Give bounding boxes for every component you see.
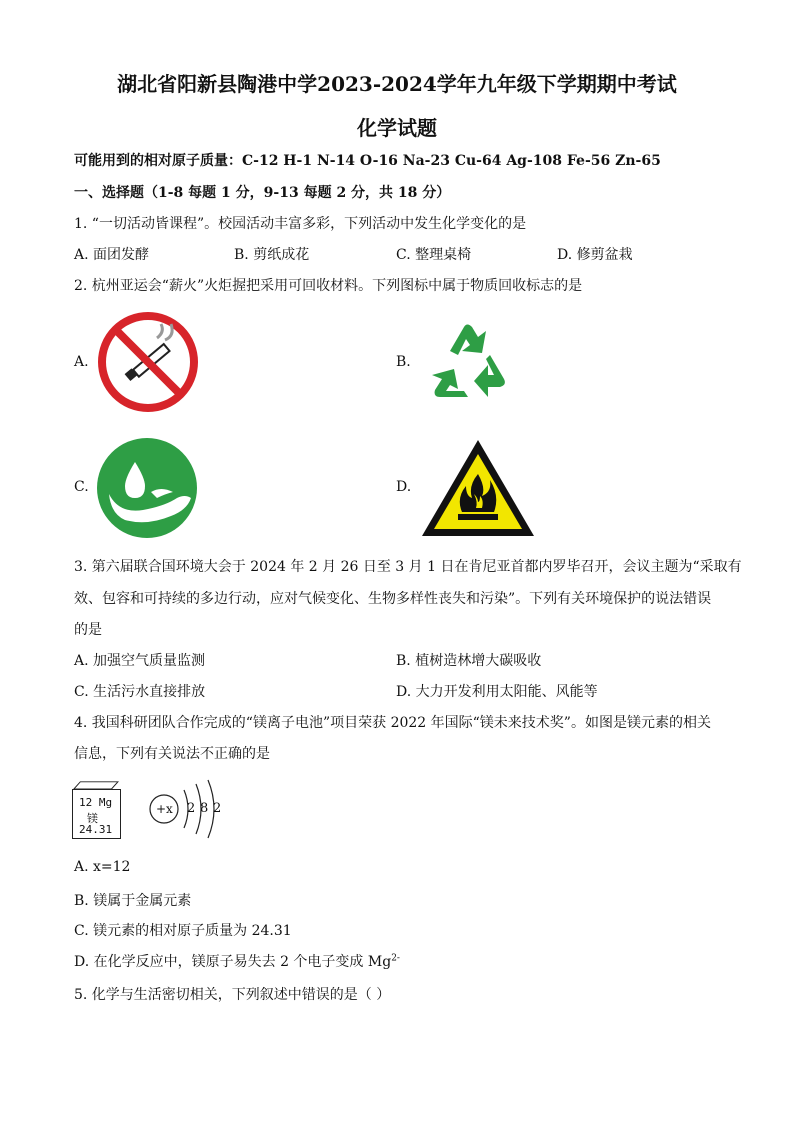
- element-number: 12: [79, 796, 93, 809]
- shell-1: 2: [187, 801, 196, 816]
- section-heading: 一、选择题（1-8 每题 1 分，9-13 每题 2 分，共 18 分）: [74, 185, 451, 201]
- question-2-stem: 2. 杭州亚运会“薪火”火炬握把采用可回收材料。下列图标中属于物质回收标志的是: [74, 278, 583, 294]
- ion-charge: 2-: [391, 953, 400, 964]
- q1-option-c: C. 整理桌椅: [396, 247, 472, 263]
- q4-option-a: A. x=12: [74, 859, 131, 875]
- element-symbol: Mg: [98, 796, 113, 809]
- q1-option-d: D. 修剪盆栽: [557, 247, 633, 263]
- flammable-warning-icon: [418, 436, 538, 540]
- nucleus-charge: +x: [156, 802, 173, 816]
- question-1-stem: 1. “一切活动皆课程”。校园活动丰富多彩，下列活动中发生化学变化的是: [74, 216, 527, 232]
- q2-label-c: C.: [74, 479, 89, 495]
- atomic-masses-line: 可能用到的相对原子质量：C-12 H-1 N-14 O-16 Na-23 Cu-64 Ag-108 Fe-56 Zn-65: [74, 153, 661, 169]
- question-5-stem: 5. 化学与生活密切相关，下列叙述中错误的是（ ）: [74, 987, 391, 1003]
- no-smoking-icon: [95, 310, 201, 414]
- question-3-stem-line2: 效、包容和可持续的多边行动，应对气候变化、生物多样性丧失和污染”。下列有关环境保护的说法错误: [74, 591, 712, 607]
- element-card: [72, 789, 121, 839]
- q2-label-d: D.: [396, 479, 412, 495]
- q4-option-d: [74, 951, 400, 971]
- q2-label-a: A.: [74, 354, 89, 370]
- recycling-icon: [420, 315, 514, 407]
- shell-2: 8: [200, 801, 209, 816]
- q3-option-d: D. 大力开发利用太阳能、风能等: [396, 684, 598, 700]
- q4-option-b: B. 镁属于金属元素: [74, 893, 192, 909]
- question-3-stem-line1: 3. 第六届联合国环境大会于 2024 年 2 月 26 日至 3 月 1 日在肯尼亚首都内罗毕召开，会议主题为“采取有: [74, 559, 742, 575]
- shell-3: 2: [213, 801, 222, 816]
- element-mass: 24.31: [79, 823, 113, 836]
- q3-option-a: A. 加强空气质量监测: [74, 653, 206, 669]
- question-4-stem-line2: 信息，下列有关说法不正确的是: [74, 746, 270, 762]
- q1-option-b: B. 剪纸成花: [234, 247, 310, 263]
- q4-option-d-text: D. 在化学反应中，镁原子易失去 2 个电子变成 Mg: [74, 954, 392, 970]
- q2-label-b: B.: [396, 354, 411, 370]
- q4-option-c: C. 镁元素的相对原子质量为 24.31: [74, 923, 292, 939]
- water-saving-icon: [95, 436, 199, 540]
- element-name: 镁: [87, 812, 98, 825]
- exam-title: 湖北省阳新县陶港中学2023-2024学年九年级下学期期中考试: [117, 72, 677, 96]
- element-card-top: [72, 781, 119, 789]
- exam-subtitle: 化学试题: [357, 116, 437, 140]
- question-4-stem-line1: 4. 我国科研团队合作完成的“镁离子电池”项目荣获 2022 年国际“镁未来技术奖”。如图是镁元素的相关: [74, 715, 711, 731]
- q3-option-b: B. 植树造林增大碳吸收: [396, 653, 542, 669]
- question-3-stem-line3: 的是: [74, 622, 102, 638]
- element-number-symbol: [79, 796, 112, 809]
- q1-option-a: A. 面团发酵: [74, 247, 150, 263]
- q3-option-c: C. 生活污水直接排放: [74, 684, 206, 700]
